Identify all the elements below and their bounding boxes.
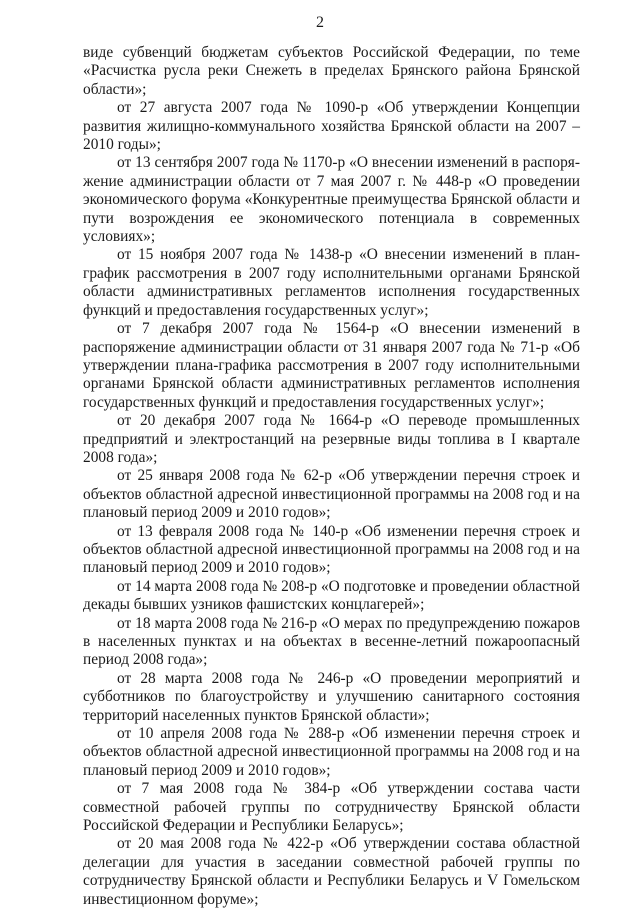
paragraph-item: от 20 декабря 2007 года № 1664-р «О переводе промышленных предприятий и электростанций на резервные виды топлива в I квартале 2008 года»; <box>83 412 580 466</box>
paragraph-item: от 20 мая 2008 года № 422-р «Об утверждении состава областной делегации для участия в заседании совместной рабочей группы по сотрудничеству Брянской области и Республики Беларусь и V Гомельском инвестиционном форуме»; <box>83 835 580 908</box>
page-number: 2 <box>316 14 324 31</box>
paragraph-item: от 13 февраля 2008 года № 140-р «Об изменении перечня строек и объектов областной адресной инвестиционной программы на 2008 год и на плановый период 2009 и 2010 годов»; <box>83 522 580 577</box>
paragraph-item: от 27 августа 2007 года № 1090-р «Об утверждении Концепции развития жилищно-коммунального хозяйства Брянской области на 2007 – 2010 годы»; <box>83 99 580 154</box>
paragraph-item: от 7 декабря 2007 года № 1564-р «О внесении изменений в распоряжение администрации области от 31 января 2007 года № 71-р «Об утверждении плана-графика рассмотрения в 2007 году исполнительными органами Брянской области административных регламентов исполнения государственных функций и предоставления государственных услуг»; <box>83 320 580 411</box>
paragraph-continuation: виде субвенций бюджетам субъектов Российской Федерации, по теме «Расчистка русла реки Снежеть в пределах Брянского района Брянской области»; <box>83 44 580 98</box>
paragraph-item: от 28 марта 2008 года № 246-р «О проведении мероприятий и субботников по благоустройству и улучшению санитарного состояния территорий населенных пунктов Брянской области»; <box>83 669 580 724</box>
paragraph-item: от 18 марта 2008 года № 216-р «О мерах по предупреждению пожаров в населенных пунктах и на объектах в весенне-летний пожароопасный период 2008 года»; <box>83 614 580 669</box>
paragraph-item: от 15 ноября 2007 года № 1438-р «О внесении изменений в план-график рассмотрения в 2007 году исполнительными органами Брянской области административных регламентов исполнения государственных функций и предоставления государственных услуг»; <box>83 246 580 319</box>
paragraph-item: от 25 января 2008 года № 62-р «Об утверждении перечня строек и объектов областной адресной инвестиционной программы на 2008 год и на плановый период 2009 и 2010 годов»; <box>83 467 580 522</box>
paragraph-item: от 7 мая 2008 года № 384-р «Об утверждении состава части совместной рабочей группы по сотрудничеству Брянской области Российской Федерации и Республики Беларусь»; <box>83 780 580 835</box>
document-body <box>83 44 580 909</box>
paragraph-item: от 10 апреля 2008 года № 288-р «Об изменении перечня строек и объектов областной адресной инвестиционной программы на 2008 год и на плановый период 2009 и 2010 годов»; <box>83 725 580 779</box>
paragraph-item: от 13 сентября 2007 года № 1170-р «О внесении изменений в распоряжение администрации области от 7 мая 2007 г. № 448-р «О проведении экономического форума «Конкурентные преимущества Брянской области и пути возрождения ее экономического потенциала в современных условиях»; <box>83 154 580 246</box>
paragraph-item: от 14 марта 2008 года № 208-р «О подготовке и проведении областной декады бывших узников фашистских концлагерей»; <box>83 577 580 614</box>
